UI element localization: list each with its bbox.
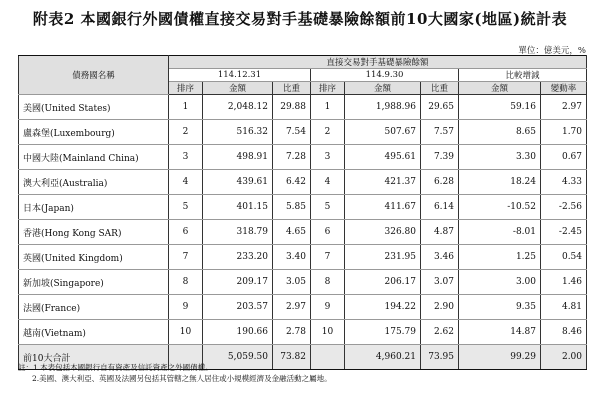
rank-cell: 8 xyxy=(311,270,345,295)
table-row xyxy=(19,95,587,120)
table-row xyxy=(19,270,587,295)
amount-cell: 194.22 xyxy=(345,295,421,320)
total-amount-cell: 5,059.50 xyxy=(203,345,273,370)
total-diff-cell: 99.29 xyxy=(459,345,541,370)
rate-cell: 4.81 xyxy=(541,295,587,320)
rate-cell: 8.46 xyxy=(541,320,587,345)
share-cell: 3.40 xyxy=(273,245,311,270)
country-cell: 盧森堡(Luxembourg) xyxy=(19,120,169,145)
total-rate-cell: 2.00 xyxy=(541,345,587,370)
rank-cell: 3 xyxy=(169,145,203,170)
amount-header: 金額 xyxy=(459,82,541,95)
share-cell: 7.54 xyxy=(273,120,311,145)
rank-cell: 2 xyxy=(311,120,345,145)
rank-cell: 2 xyxy=(169,120,203,145)
rank-cell: 7 xyxy=(169,245,203,270)
table-row xyxy=(19,170,587,195)
share-cell: 3.07 xyxy=(421,270,459,295)
rank-cell: 6 xyxy=(311,220,345,245)
diff-cell: 1.25 xyxy=(459,245,541,270)
amount-cell: 401.15 xyxy=(203,195,273,220)
share-cell: 7.57 xyxy=(421,120,459,145)
table-row xyxy=(19,320,587,345)
amount-cell: 421.37 xyxy=(345,170,421,195)
diff-cell: 3.30 xyxy=(459,145,541,170)
diff-cell: 14.87 xyxy=(459,320,541,345)
diff-cell: 9.35 xyxy=(459,295,541,320)
amount-cell: 326.80 xyxy=(345,220,421,245)
rate-cell: 1.70 xyxy=(541,120,587,145)
rank-header: 排序 xyxy=(311,82,345,95)
rate-cell: 4.33 xyxy=(541,170,587,195)
share-cell: 2.78 xyxy=(273,320,311,345)
diff-cell: -10.52 xyxy=(459,195,541,220)
rank-cell: 1 xyxy=(311,95,345,120)
share-cell: 5.85 xyxy=(273,195,311,220)
amount-cell: 231.95 xyxy=(345,245,421,270)
footnote-2: 2.美國、澳大利亞、英國及法國另包括其管轄之無人居住或小規模經濟及金融活動之屬地。 xyxy=(32,374,332,383)
share-cell: 6.42 xyxy=(273,170,311,195)
share-cell: 2.62 xyxy=(421,320,459,345)
country-cell: 英國(United Kingdom) xyxy=(19,245,169,270)
share-cell: 6.28 xyxy=(421,170,459,195)
diff-cell: 59.16 xyxy=(459,95,541,120)
total-label: 前10大合計 xyxy=(19,345,169,370)
total-share-cell: 73.82 xyxy=(273,345,311,370)
footnote-1: 註：1.本表包括本國銀行自有資產及信託資產之外國債權。 xyxy=(18,363,213,372)
amount-cell: 318.79 xyxy=(203,220,273,245)
share-cell: 3.05 xyxy=(273,270,311,295)
amount-header: 金額 xyxy=(345,82,421,95)
amount-cell: 203.57 xyxy=(203,295,273,320)
table-row xyxy=(19,195,587,220)
amount-header: 金額 xyxy=(203,82,273,95)
amount-cell: 175.79 xyxy=(345,320,421,345)
total-amount-cell: 4,960.21 xyxy=(345,345,421,370)
exposure-table xyxy=(18,55,587,370)
table-row xyxy=(19,245,587,270)
rank-cell: 5 xyxy=(311,195,345,220)
rate-cell: -2.56 xyxy=(541,195,587,220)
share-cell: 6.14 xyxy=(421,195,459,220)
diff-cell: 18.24 xyxy=(459,170,541,195)
rate-cell: 0.54 xyxy=(541,245,587,270)
rank-cell: 8 xyxy=(169,270,203,295)
rate-cell: 0.67 xyxy=(541,145,587,170)
rank-header: 排序 xyxy=(169,82,203,95)
amount-cell: 516.32 xyxy=(203,120,273,145)
amount-cell: 439.61 xyxy=(203,170,273,195)
amount-cell: 233.20 xyxy=(203,245,273,270)
period1-header: 114.12.31 xyxy=(169,69,311,82)
country-cell: 美國(United States) xyxy=(19,95,169,120)
share-header: 比重 xyxy=(273,82,311,95)
table-row xyxy=(19,220,587,245)
country-cell: 澳大利亞(Australia) xyxy=(19,170,169,195)
rank-cell: 6 xyxy=(169,220,203,245)
share-cell: 29.65 xyxy=(421,95,459,120)
unit-label: 單位：億美元，% xyxy=(518,46,586,56)
rank-cell: 7 xyxy=(311,245,345,270)
amount-cell: 507.67 xyxy=(345,120,421,145)
country-cell: 法國(France) xyxy=(19,295,169,320)
amount-cell: 498.91 xyxy=(203,145,273,170)
diff-cell: 3.00 xyxy=(459,270,541,295)
share-cell: 3.46 xyxy=(421,245,459,270)
rate-cell: 2.97 xyxy=(541,95,587,120)
compare-header: 比較增減 xyxy=(459,69,587,82)
period2-header: 114.9.30 xyxy=(311,69,459,82)
share-cell: 29.88 xyxy=(273,95,311,120)
total-share-cell: 73.95 xyxy=(421,345,459,370)
rank-cell: 4 xyxy=(311,170,345,195)
table-row xyxy=(19,120,587,145)
rank-cell: 4 xyxy=(169,170,203,195)
country-cell: 越南(Vietnam) xyxy=(19,320,169,345)
country-cell: 香港(Hong Kong SAR) xyxy=(19,220,169,245)
amount-cell: 495.61 xyxy=(345,145,421,170)
rate-cell: 1.46 xyxy=(541,270,587,295)
amount-cell: 190.66 xyxy=(203,320,273,345)
table-row xyxy=(19,295,587,320)
page-title: 附表2 本國銀行外國債權直接交易對手基礎暴險餘額前10大國家(地區)統計表 xyxy=(32,10,568,28)
amount-cell: 206.17 xyxy=(345,270,421,295)
table-row xyxy=(19,145,587,170)
share-cell: 4.65 xyxy=(273,220,311,245)
amount-cell: 411.67 xyxy=(345,195,421,220)
share-cell: 2.97 xyxy=(273,295,311,320)
rank-cell: 1 xyxy=(169,95,203,120)
amount-cell: 209.17 xyxy=(203,270,273,295)
diff-cell: -8.01 xyxy=(459,220,541,245)
footnotes xyxy=(18,362,332,384)
amount-cell: 1,988.96 xyxy=(345,95,421,120)
rank-cell: 10 xyxy=(169,320,203,345)
country-cell: 日本(Japan) xyxy=(19,195,169,220)
rank-cell: 9 xyxy=(311,295,345,320)
diff-cell: 8.65 xyxy=(459,120,541,145)
rank-cell: 9 xyxy=(169,295,203,320)
share-cell: 7.28 xyxy=(273,145,311,170)
rate-cell: -2.45 xyxy=(541,220,587,245)
share-cell: 2.90 xyxy=(421,295,459,320)
share-cell: 4.87 xyxy=(421,220,459,245)
country-column-header: 債務國名稱 xyxy=(19,56,169,95)
group-header: 直接交易對手基礎暴險餘額 xyxy=(169,56,587,69)
country-cell: 新加坡(Singapore) xyxy=(19,270,169,295)
country-cell: 中國大陸(Mainland China) xyxy=(19,145,169,170)
share-cell: 7.39 xyxy=(421,145,459,170)
rank-cell: 10 xyxy=(311,320,345,345)
change-rate-header: 變動率 xyxy=(541,82,587,95)
rank-cell: 3 xyxy=(311,145,345,170)
amount-cell: 2,048.12 xyxy=(203,95,273,120)
share-header: 比重 xyxy=(421,82,459,95)
rank-cell: 5 xyxy=(169,195,203,220)
